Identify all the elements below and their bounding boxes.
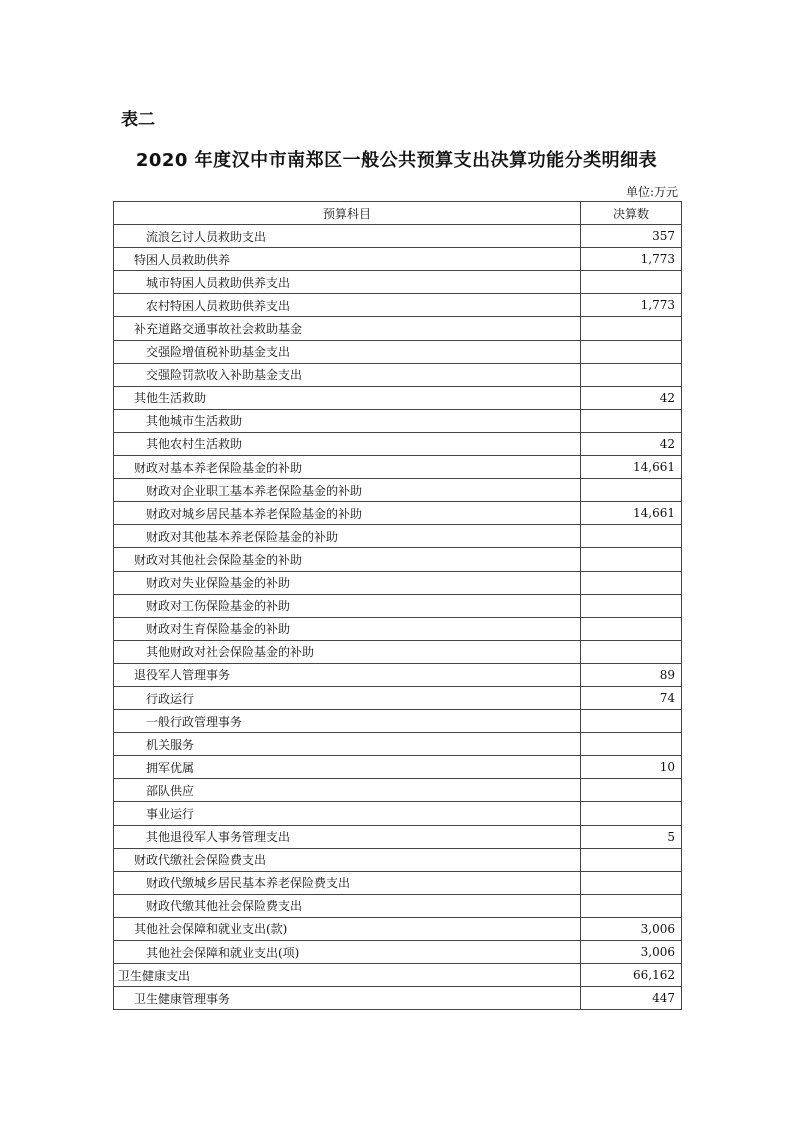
table-row: [114, 248, 682, 271]
amount-cell: [581, 710, 682, 733]
table-number-label: 表二: [121, 110, 155, 130]
amount-cell: [581, 779, 682, 802]
subject-cell: 财政对城乡居民基本养老保险基金的补助: [114, 502, 581, 525]
subject-cell: 其他城市生活救助: [114, 409, 581, 432]
table-row: [114, 409, 682, 432]
subject-cell: 财政对工伤保险基金的补助: [114, 594, 581, 617]
table-row: [114, 917, 682, 940]
amount-cell: 42: [581, 432, 682, 455]
subject-cell: 补充道路交通事故社会救助基金: [114, 317, 581, 340]
amount-cell: 74: [581, 686, 682, 709]
subject-cell: 财政代缴社会保险费支出: [114, 848, 581, 871]
amount-cell: [581, 594, 682, 617]
subject-cell: 交强险罚款收入补助基金支出: [114, 363, 581, 386]
subject-cell: 财政对其他基本养老保险基金的补助: [114, 525, 581, 548]
subject-cell: 其他退役军人事务管理支出: [114, 825, 581, 848]
subject-cell: 农村特困人员救助供养支出: [114, 294, 581, 317]
table-row: [114, 779, 682, 802]
amount-cell: 5: [581, 825, 682, 848]
subject-cell: 一般行政管理事务: [114, 710, 581, 733]
table-row: [114, 733, 682, 756]
table-row: [114, 317, 682, 340]
amount-cell: [581, 894, 682, 917]
table-row: [114, 686, 682, 709]
subject-cell: 其他社会保障和就业支出(项): [114, 941, 581, 964]
amount-cell: 14,661: [581, 456, 682, 479]
table-row: [114, 987, 682, 1010]
table-row: [114, 756, 682, 779]
table-row: [114, 825, 682, 848]
table-row: [114, 710, 682, 733]
amount-cell: 14,661: [581, 502, 682, 525]
table-row: [114, 894, 682, 917]
amount-cell: [581, 733, 682, 756]
subject-cell: 财政对其他社会保险基金的补助: [114, 548, 581, 571]
amount-cell: [581, 848, 682, 871]
table-row: [114, 456, 682, 479]
subject-cell: 其他社会保障和就业支出(款): [114, 917, 581, 940]
subject-cell: 机关服务: [114, 733, 581, 756]
amount-cell: 89: [581, 663, 682, 686]
table-row: [114, 386, 682, 409]
table-row: [114, 525, 682, 548]
amount-cell: [581, 317, 682, 340]
amount-cell: 42: [581, 386, 682, 409]
amount-cell: 10: [581, 756, 682, 779]
subject-cell: 其他农村生活救助: [114, 432, 581, 455]
table-row: [114, 594, 682, 617]
amount-cell: [581, 363, 682, 386]
subject-cell: 特困人员救助供养: [114, 248, 581, 271]
amount-cell: [581, 640, 682, 663]
table-row: [114, 571, 682, 594]
table-row: [114, 271, 682, 294]
table-row: [114, 363, 682, 386]
amount-cell: [581, 479, 682, 502]
table-row: [114, 479, 682, 502]
subject-cell: 财政代缴其他社会保险费支出: [114, 894, 581, 917]
table-row: [114, 663, 682, 686]
amount-cell: [581, 525, 682, 548]
amount-cell: 66,162: [581, 964, 682, 987]
subject-cell: 退役军人管理事务: [114, 663, 581, 686]
amount-cell: 357: [581, 225, 682, 248]
amount-cell: 447: [581, 987, 682, 1010]
subject-cell: 财政对企业职工基本养老保险基金的补助: [114, 479, 581, 502]
subject-cell: 财政对失业保险基金的补助: [114, 571, 581, 594]
table-row: [114, 871, 682, 894]
subject-cell: 财政代缴城乡居民基本养老保险费支出: [114, 871, 581, 894]
subject-cell: 卫生健康管理事务: [114, 987, 581, 1010]
subject-cell: 流浪乞讨人员救助支出: [114, 225, 581, 248]
table-row: [114, 502, 682, 525]
amount-cell: [581, 271, 682, 294]
amount-cell: 3,006: [581, 941, 682, 964]
amount-cell: 1,773: [581, 248, 682, 271]
amount-cell: 3,006: [581, 917, 682, 940]
table-header-row: [114, 202, 682, 225]
subject-cell: 城市特困人员救助供养支出: [114, 271, 581, 294]
page-title: 2020 年度汉中市南郑区一般公共预算支出决算功能分类明细表: [135, 150, 658, 171]
amount-cell: [581, 548, 682, 571]
table-row: [114, 964, 682, 987]
column-header-amount: 决算数: [581, 202, 682, 225]
table-row: [114, 225, 682, 248]
budget-table: [113, 201, 682, 1010]
table-row: [114, 548, 682, 571]
table-row: [114, 340, 682, 363]
amount-cell: 1,773: [581, 294, 682, 317]
subject-cell: 部队供应: [114, 779, 581, 802]
subject-cell: 事业运行: [114, 802, 581, 825]
table-row: [114, 941, 682, 964]
table-body: [114, 225, 682, 1010]
subject-cell: 拥军优属: [114, 756, 581, 779]
table-row: [114, 640, 682, 663]
table-row: [114, 432, 682, 455]
amount-cell: [581, 571, 682, 594]
amount-cell: [581, 340, 682, 363]
subject-cell: 行政运行: [114, 686, 581, 709]
table-row: [114, 848, 682, 871]
table-row: [114, 802, 682, 825]
amount-cell: [581, 617, 682, 640]
subject-cell: 财政对基本养老保险基金的补助: [114, 456, 581, 479]
table-row: [114, 294, 682, 317]
amount-cell: [581, 802, 682, 825]
column-header-subject: 预算科目: [114, 202, 581, 225]
subject-cell: 财政对生育保险基金的补助: [114, 617, 581, 640]
amount-cell: [581, 871, 682, 894]
amount-cell: [581, 409, 682, 432]
subject-cell: 其他生活救助: [114, 386, 581, 409]
subject-cell: 其他财政对社会保险基金的补助: [114, 640, 581, 663]
unit-label: 单位:万元: [625, 185, 678, 199]
subject-cell: 交强险增值税补助基金支出: [114, 340, 581, 363]
table-row: [114, 617, 682, 640]
subject-cell: 卫生健康支出: [114, 964, 581, 987]
